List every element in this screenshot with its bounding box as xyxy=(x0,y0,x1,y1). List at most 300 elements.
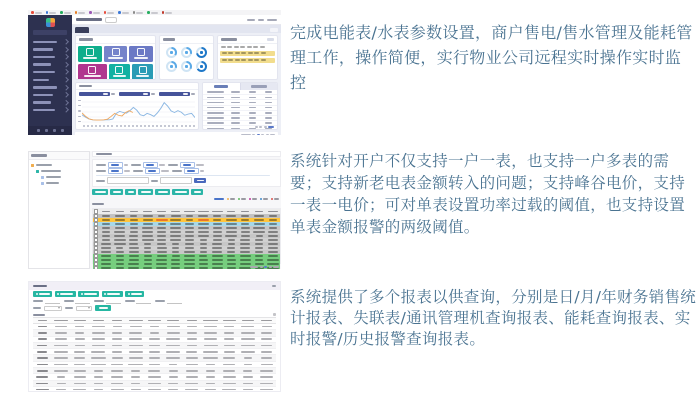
table-cell xyxy=(145,332,164,334)
status-legend xyxy=(92,197,281,201)
dropdown-select xyxy=(44,306,62,311)
button-icon xyxy=(36,293,38,295)
text-placeholder xyxy=(157,247,167,249)
bookmark-item xyxy=(46,11,57,14)
dropdown-select xyxy=(76,306,92,311)
text-placeholder xyxy=(141,191,151,193)
toolbar-button xyxy=(125,189,136,195)
text-placeholder xyxy=(91,125,93,126)
text-placeholder xyxy=(166,345,180,347)
filter-group xyxy=(133,168,169,175)
header-link-placeholder xyxy=(247,19,255,21)
header-link-placeholder xyxy=(258,19,264,21)
text-placeholder xyxy=(111,370,123,372)
text-placeholder xyxy=(36,389,49,391)
table-cell xyxy=(52,351,71,353)
text-placeholder xyxy=(130,215,137,217)
table-cell xyxy=(127,223,141,225)
text-placeholder xyxy=(224,345,235,347)
text-placeholder xyxy=(222,59,227,61)
text-placeholder xyxy=(92,332,105,334)
table-cell xyxy=(252,251,266,253)
text-placeholder xyxy=(122,12,129,14)
text-placeholder xyxy=(170,223,181,225)
text-placeholder xyxy=(247,46,252,48)
progress-bar xyxy=(119,92,150,97)
filter-card xyxy=(92,159,281,187)
table-cell xyxy=(257,351,276,353)
tile-row xyxy=(78,64,153,80)
text-placeholder xyxy=(206,383,216,385)
text-placeholder xyxy=(193,125,195,126)
text-placeholder xyxy=(54,357,68,359)
toolbar-button xyxy=(155,189,170,195)
text-placeholder xyxy=(38,320,47,322)
text-placeholder xyxy=(260,266,263,268)
text-placeholder xyxy=(184,251,194,253)
table-cell xyxy=(155,231,169,233)
button-icon xyxy=(57,293,59,295)
table-cell xyxy=(220,389,239,391)
bookmark-item xyxy=(147,11,158,14)
text-placeholder xyxy=(169,376,178,378)
text-placeholder xyxy=(231,97,240,99)
table-cell xyxy=(52,338,71,340)
table-cell xyxy=(238,235,252,237)
text-placeholder xyxy=(241,231,250,233)
tile-label-placeholder xyxy=(134,57,148,59)
table-cell xyxy=(113,223,127,225)
text-placeholder xyxy=(155,300,165,302)
text-placeholder xyxy=(267,259,278,261)
text-placeholder xyxy=(37,351,47,353)
text-placeholder xyxy=(206,364,215,366)
tile-icon xyxy=(115,66,123,74)
text-placeholder xyxy=(131,383,140,385)
table-cell xyxy=(108,332,127,334)
text-placeholder xyxy=(165,12,172,14)
text-placeholder xyxy=(243,370,252,372)
text-placeholder xyxy=(172,247,179,249)
text-placeholder xyxy=(240,243,250,245)
gauge xyxy=(181,61,192,72)
table-cell xyxy=(183,223,197,225)
table-cell xyxy=(127,231,141,233)
text-placeholder xyxy=(198,211,209,213)
text-placeholder xyxy=(107,12,114,14)
text-placeholder xyxy=(196,164,204,166)
text-placeholder xyxy=(248,52,253,54)
text-placeholder xyxy=(169,370,178,372)
text-placeholder xyxy=(203,320,217,322)
text-placeholder xyxy=(114,235,125,237)
table-cell xyxy=(183,326,202,328)
table-cell xyxy=(126,376,145,378)
table-cell xyxy=(257,338,276,340)
text-placeholder xyxy=(231,112,240,114)
table-cell xyxy=(155,247,169,249)
table-cell xyxy=(169,243,183,245)
text-placeholder xyxy=(184,255,194,257)
text-placeholder xyxy=(264,126,267,128)
text-placeholder xyxy=(212,247,222,249)
text-placeholder xyxy=(223,383,236,385)
text-placeholder xyxy=(265,107,272,109)
text-placeholder xyxy=(235,52,240,54)
table-cell xyxy=(126,345,145,347)
text-placeholder xyxy=(129,243,138,245)
filter-group xyxy=(94,299,121,304)
text-placeholder xyxy=(54,364,68,366)
table-cell xyxy=(224,251,238,253)
text-placeholder xyxy=(223,364,235,366)
table-cell xyxy=(261,107,277,109)
text-placeholder xyxy=(91,351,105,353)
text-placeholder xyxy=(115,219,125,221)
text-placeholder xyxy=(170,239,182,241)
text-placeholder xyxy=(222,52,227,54)
text-placeholder xyxy=(264,266,267,268)
text-placeholder xyxy=(55,332,68,334)
table-cell xyxy=(239,364,258,366)
series-blue xyxy=(82,103,195,120)
table-cell xyxy=(33,389,52,391)
sidebar xyxy=(28,15,72,135)
table-cell xyxy=(164,376,183,378)
text-placeholder xyxy=(261,320,271,322)
meter-tile-4 xyxy=(78,64,107,80)
text-placeholder xyxy=(129,338,142,340)
search-input xyxy=(107,177,149,184)
text-placeholder xyxy=(33,101,51,104)
text-placeholder xyxy=(186,370,198,372)
text-placeholder xyxy=(131,370,140,372)
text-placeholder xyxy=(261,134,264,136)
text-placeholder xyxy=(144,255,152,257)
progress-value-placeholder xyxy=(103,93,108,95)
text-placeholder xyxy=(111,170,119,172)
text-placeholder xyxy=(92,326,104,328)
table-cell xyxy=(164,351,183,353)
table-cell xyxy=(113,235,127,237)
table-cell xyxy=(155,239,169,241)
table-title-placeholder xyxy=(92,203,104,205)
text-placeholder xyxy=(223,376,236,378)
text-placeholder xyxy=(222,389,235,391)
text-placeholder xyxy=(268,251,279,253)
filter-group xyxy=(155,299,182,304)
field-label-placeholder xyxy=(96,180,105,182)
alert-row xyxy=(220,51,275,57)
table-cell xyxy=(201,351,220,353)
button-icon xyxy=(128,293,130,295)
filter-group xyxy=(64,299,91,304)
text-placeholder xyxy=(111,383,124,385)
filter-group xyxy=(172,168,204,175)
table-cell xyxy=(155,235,169,237)
text-placeholder xyxy=(241,351,256,353)
text-placeholder xyxy=(265,117,272,119)
table-cell xyxy=(33,376,52,378)
tile-icon xyxy=(88,66,96,74)
text-placeholder xyxy=(241,332,254,334)
table-cell xyxy=(155,259,169,261)
org-tree xyxy=(29,160,89,188)
text-placeholder xyxy=(204,326,217,328)
text-placeholder xyxy=(186,357,197,359)
text-placeholder xyxy=(57,383,66,385)
meter-tile-5 xyxy=(109,64,130,80)
table-cell xyxy=(89,376,108,378)
tab-active xyxy=(203,83,239,90)
search-button xyxy=(194,178,206,184)
header-cell xyxy=(238,211,252,213)
header-cell xyxy=(183,320,202,322)
page-title-placeholder xyxy=(76,18,102,21)
text-placeholder xyxy=(255,255,263,257)
table-cell xyxy=(239,383,258,385)
header-cell xyxy=(126,320,145,322)
text-placeholder xyxy=(111,364,122,366)
table-cell xyxy=(141,259,155,261)
table-cell xyxy=(164,332,183,334)
table-cell xyxy=(238,223,252,225)
table-cell xyxy=(70,338,89,340)
header-link-placeholder xyxy=(267,19,277,21)
text-placeholder xyxy=(101,243,110,245)
table-cell xyxy=(183,370,202,372)
table-cell xyxy=(99,231,113,233)
brand-label xyxy=(33,30,67,35)
text-placeholder xyxy=(273,266,279,268)
text-placeholder xyxy=(111,389,124,391)
text-placeholder xyxy=(240,239,250,241)
text-placeholder xyxy=(33,79,49,82)
text-placeholder xyxy=(249,91,256,93)
text-placeholder xyxy=(101,251,111,253)
section-title-placeholder xyxy=(96,153,112,156)
text-placeholder xyxy=(255,243,263,245)
text-placeholder xyxy=(74,370,86,372)
text-placeholder xyxy=(223,357,235,359)
dashboard-content xyxy=(72,33,281,135)
table-cell xyxy=(127,255,141,257)
table-cell xyxy=(164,364,183,366)
text-placeholder xyxy=(227,211,235,213)
table-cell xyxy=(266,219,280,221)
text-placeholder xyxy=(166,351,180,353)
table-cell xyxy=(210,255,224,257)
tile-label-placeholder xyxy=(113,75,126,77)
text-placeholder xyxy=(129,351,143,353)
tile-label-placeholder xyxy=(108,57,122,59)
header-cell xyxy=(257,320,276,322)
table-cell xyxy=(220,364,239,366)
table-cell xyxy=(108,370,127,372)
text-placeholder xyxy=(102,231,110,233)
table-cell xyxy=(239,376,258,378)
header-cell xyxy=(89,320,108,322)
table-cell xyxy=(33,383,52,385)
underline-input xyxy=(136,299,151,304)
text-placeholder xyxy=(241,215,249,217)
table-cell xyxy=(220,357,239,359)
text-placeholder xyxy=(156,219,168,221)
tile-icon xyxy=(112,48,120,56)
panel-title-placeholder xyxy=(79,38,93,41)
text-placeholder xyxy=(143,215,153,217)
text-placeholder xyxy=(242,320,254,322)
legend-item xyxy=(238,198,247,201)
table-cell xyxy=(196,255,210,257)
text-placeholder xyxy=(55,326,67,328)
quick-actions-panel xyxy=(75,35,156,80)
meter-data-table xyxy=(92,208,281,264)
text-placeholder xyxy=(260,383,273,385)
table-cell xyxy=(266,227,280,229)
text-placeholder xyxy=(226,219,237,221)
table-cell xyxy=(196,219,210,221)
table-cell xyxy=(224,235,238,237)
text-placeholder xyxy=(158,223,166,225)
table-cell xyxy=(252,227,266,229)
text-placeholder xyxy=(187,320,197,322)
table-cell xyxy=(169,239,183,241)
text-placeholder xyxy=(148,370,160,372)
table-cell xyxy=(113,259,127,261)
text-placeholder xyxy=(33,109,55,112)
field-label-placeholder xyxy=(33,307,41,309)
table-cell xyxy=(141,219,155,221)
text-placeholder xyxy=(231,91,240,93)
text-placeholder xyxy=(255,259,264,261)
table-cell xyxy=(52,345,71,347)
table-cell xyxy=(196,243,210,245)
table-cell xyxy=(201,370,220,372)
table-cell xyxy=(203,117,228,119)
text-placeholder xyxy=(212,243,222,245)
text-placeholder xyxy=(37,129,40,132)
node-icon xyxy=(36,170,39,173)
text-placeholder xyxy=(102,223,110,225)
table-cell xyxy=(145,338,164,340)
table-cell xyxy=(99,215,113,217)
text-placeholder xyxy=(99,125,101,126)
header-cell xyxy=(113,211,127,213)
window-minimize-icon xyxy=(272,285,276,287)
table-cell xyxy=(239,351,258,353)
text-placeholder xyxy=(261,345,272,347)
header-cell xyxy=(196,211,210,213)
progress-value-placeholder xyxy=(143,93,148,95)
meter-tile-1 xyxy=(78,46,102,62)
text-placeholder xyxy=(252,198,257,200)
text-placeholder xyxy=(78,116,81,117)
table-cell xyxy=(257,383,276,385)
text-placeholder xyxy=(185,231,194,233)
table-cell xyxy=(238,239,252,241)
text-placeholder xyxy=(204,345,218,347)
table-cell xyxy=(113,255,127,257)
report-tab-button xyxy=(33,291,52,297)
header-cell xyxy=(239,320,258,322)
filter-group xyxy=(125,299,152,304)
sidebar-menu-item xyxy=(28,61,72,69)
text-placeholder xyxy=(94,383,103,385)
progress-bar xyxy=(159,92,190,97)
table-cell xyxy=(164,326,183,328)
text-placeholder xyxy=(186,351,197,353)
chevron-down-icon xyxy=(88,307,90,309)
text-placeholder xyxy=(228,59,233,61)
sidebar-menu-item xyxy=(28,106,72,114)
text-placeholder xyxy=(255,239,262,241)
list-panel xyxy=(202,82,278,130)
text-placeholder xyxy=(38,338,48,340)
legend-dot xyxy=(271,198,274,201)
table-cell xyxy=(257,389,276,391)
table-cell xyxy=(210,247,224,249)
table-cell xyxy=(89,357,108,359)
header-cell xyxy=(99,211,113,213)
table-cell xyxy=(33,357,52,359)
text-placeholder xyxy=(253,46,258,48)
table-cell xyxy=(224,239,238,241)
text-placeholder xyxy=(112,345,122,347)
report-tab-buttons xyxy=(29,290,280,298)
text-placeholder xyxy=(170,231,181,233)
toolbar-button xyxy=(92,189,108,195)
chevron-right-icon xyxy=(63,92,68,97)
text-placeholder xyxy=(241,211,249,213)
text-placeholder xyxy=(198,219,210,221)
table-cell xyxy=(52,370,71,372)
text-placeholder xyxy=(240,259,251,261)
text-placeholder xyxy=(185,239,194,241)
text-placeholder xyxy=(129,357,143,359)
text-placeholder xyxy=(206,370,215,372)
table-cell xyxy=(266,231,280,233)
progress-bar xyxy=(79,92,110,97)
text-placeholder xyxy=(170,235,181,237)
table-cell xyxy=(108,326,127,328)
tile-icon xyxy=(137,48,145,56)
text-placeholder xyxy=(260,376,273,378)
table-cell xyxy=(252,255,266,257)
logo-icon xyxy=(46,18,55,27)
text-placeholder xyxy=(125,300,135,302)
text-placeholder xyxy=(144,259,152,261)
text-placeholder xyxy=(224,326,234,328)
text-placeholder xyxy=(260,370,273,372)
table-cell xyxy=(244,117,260,119)
text-placeholder xyxy=(268,243,278,245)
text-placeholder xyxy=(157,239,166,241)
text-placeholder xyxy=(268,239,278,241)
table-cell xyxy=(220,326,239,328)
table-cell xyxy=(238,219,252,221)
text-placeholder xyxy=(94,389,104,391)
table-cell xyxy=(244,97,260,99)
table-cell xyxy=(220,332,239,334)
text-placeholder xyxy=(240,247,250,249)
text-placeholder xyxy=(148,320,161,322)
header-cell xyxy=(252,211,266,213)
meter-tile-6 xyxy=(132,64,153,80)
text-placeholder xyxy=(255,211,264,213)
report-tab-button xyxy=(102,291,123,297)
header-cell xyxy=(220,320,239,322)
